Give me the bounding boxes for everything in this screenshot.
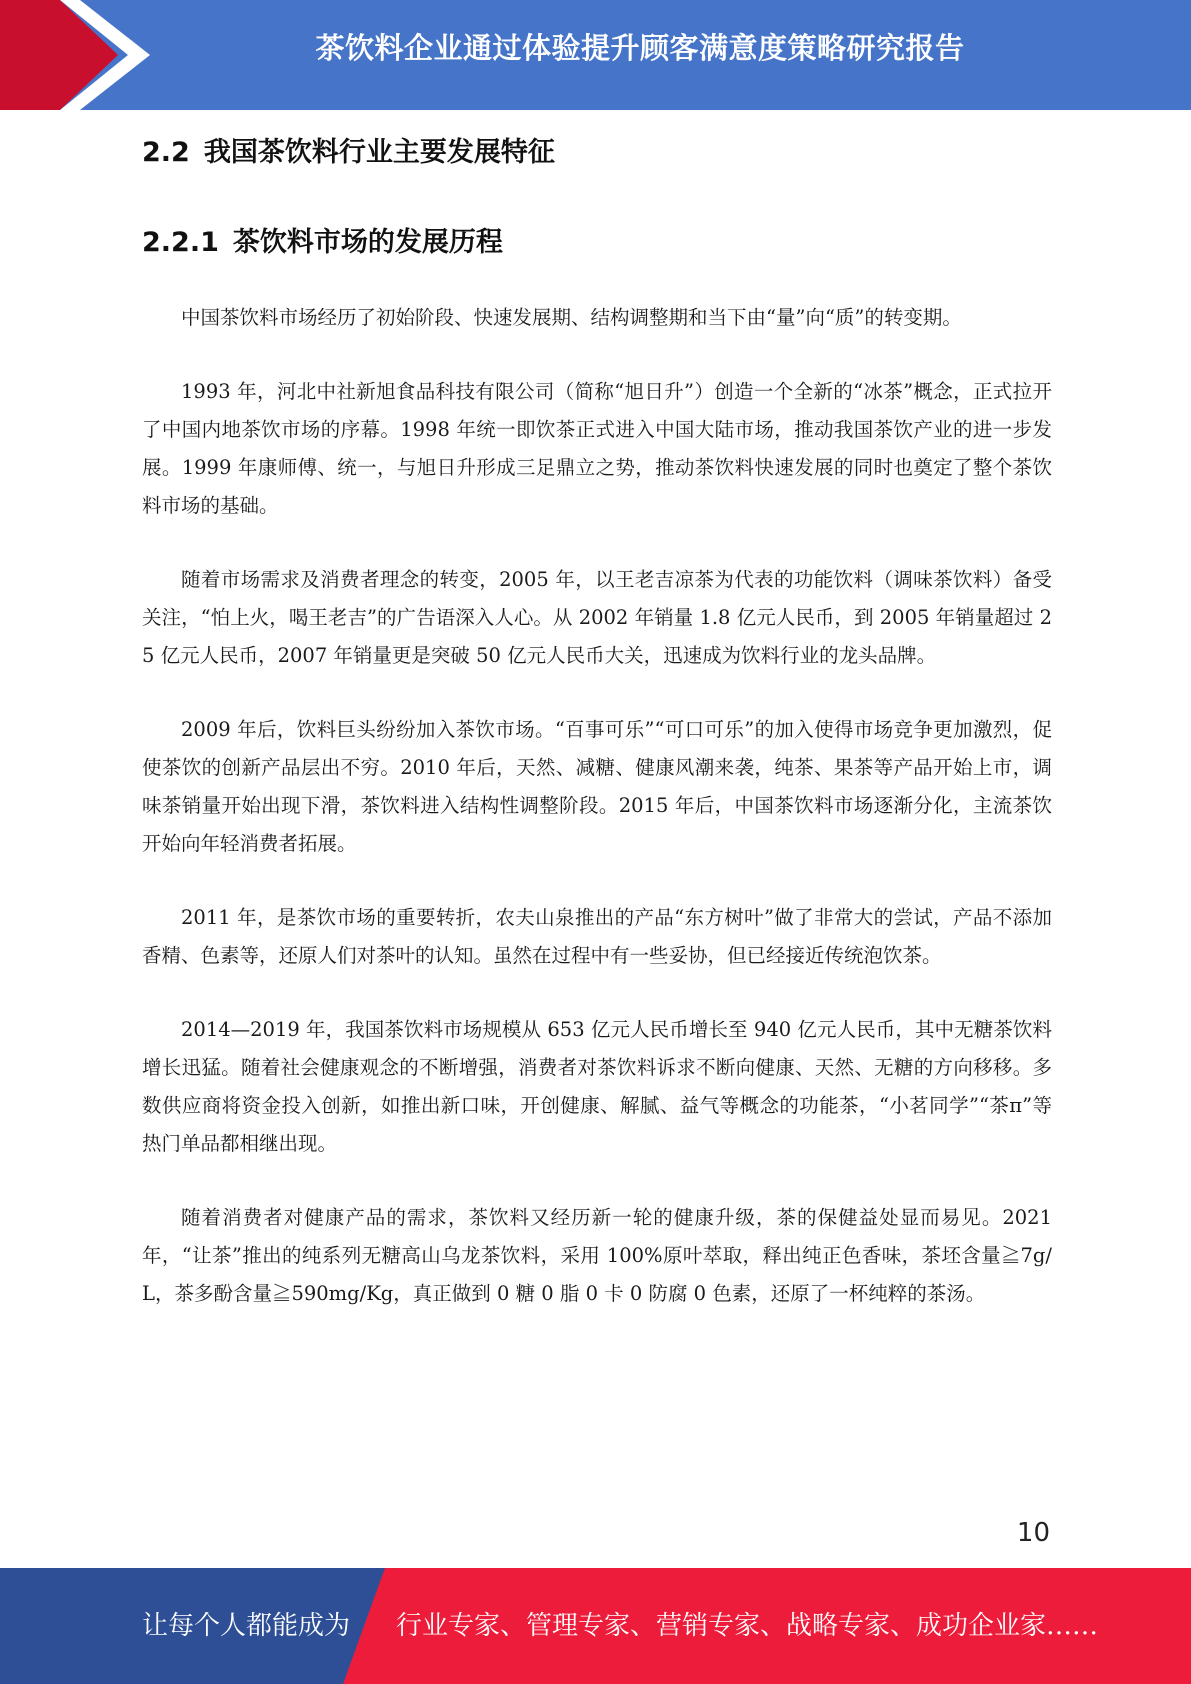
subsection-number: 2.2.1 (142, 227, 219, 258)
paragraph: 随着市场需求及消费者理念的转变，2005 年，以王老吉凉茶为代表的功能饮料（调味茶饮料）备受关注，“怕上火，喝王老吉”的广告语深入人心。从 2002 年销量 1.8 亿元人民币，到 2005 年销量超过 25 亿元人民币，2007 年销量更是突破 50 亿元人民币大关，迅速成为饮料行业的龙头品牌。 (142, 568, 1052, 667)
report-title: 茶饮料企业通过体验提升顾客满意度策略研究报告 (315, 31, 965, 65)
section-number: 2.2 (142, 137, 190, 168)
page-footer (0, 1568, 1191, 1684)
section-title: 我国茶饮料行业主要发展特征 (203, 137, 555, 168)
subsection-title: 茶饮料市场的发展历程 (232, 227, 503, 258)
paragraph: 2014—2019 年，我国茶饮料市场规模从 653 亿元人民币增长至 940 亿元人民币，其中无糖茶饮料增长迅猛。随着社会健康观念的不断增强，消费者对茶饮料诉求不断向健康、天然、无糖的方向移移。多数供应商将资金投入创新，如推出新口味，开创健康、解腻、益气等概念的功能茶，“小茗同学”“茶π”等热门单品都相继出现。 (142, 1018, 1052, 1155)
paragraph: 1993 年，河北中社新旭食品科技有限公司（简称“旭日升”）创造一个全新的“冰茶”概念，正式拉开了中国内地茶饮市场的序幕。1998 年统一即饮茶正式进入中国大陆市场，推动我国茶饮产业的进一步发展。1999 年康师傅、统一，与旭日升形成三足鼎立之势，推动茶饮料快速发展的同时也奠定了整个茶饮料市场的基础。 (142, 380, 1052, 517)
header-arrow-decoration (0, 0, 160, 110)
body-text (142, 299, 1052, 1349)
subsection-heading (142, 220, 503, 259)
paragraph: 随着消费者对健康产品的需求，茶饮料又经历新一轮的健康升级，茶的保健益处显而易见。2021 年，“让茶”推出的纯系列无糖高山乌龙茶饮料，采用 100%原叶萃取，释出纯正色香味，茶坯含量≧7g/L，茶多酚含量≧590mg/Kg，真正做到 0 糖 0 脂 0 卡 0 防腐 0 色素，还原了一杯纯粹的茶汤。 (142, 1206, 1052, 1305)
page-header (0, 0, 1191, 110)
footer-slogan-right: 行业专家、管理专家、营销专家、战略专家、成功企业家…… (396, 1611, 1099, 1641)
paragraph: 2009 年后，饮料巨头纷纷加入茶饮市场。“百事可乐”“可口可乐”的加入使得市场竞争更加激烈，促使茶饮的创新产品层出不穷。2010 年后，天然、减糖、健康风潮来袭，纯茶、果茶等产品开始上市，调味茶销量开始出现下滑，茶饮料进入结构性调整阶段。2015 年后，中国茶饮料市场逐渐分化，主流茶饮开始向年轻消费者拓展。 (142, 718, 1052, 855)
paragraph: 2011 年，是茶饮市场的重要转折，农夫山泉推出的产品“东方树叶”做了非常大的尝试，产品不添加香精、色素等，还原人们对茶叶的认知。虽然在过程中有一些妥协，但已经接近传统泡饮茶。 (142, 906, 1052, 967)
page-number: 10 (1016, 1518, 1050, 1548)
paragraph: 中国茶饮料市场经历了初始阶段、快速发展期、结构调整期和当下由“量”向“质”的转变期。 (181, 306, 962, 329)
footer-slogan-left: 让每个人都能成为 (142, 1611, 351, 1641)
section-heading (142, 130, 555, 169)
